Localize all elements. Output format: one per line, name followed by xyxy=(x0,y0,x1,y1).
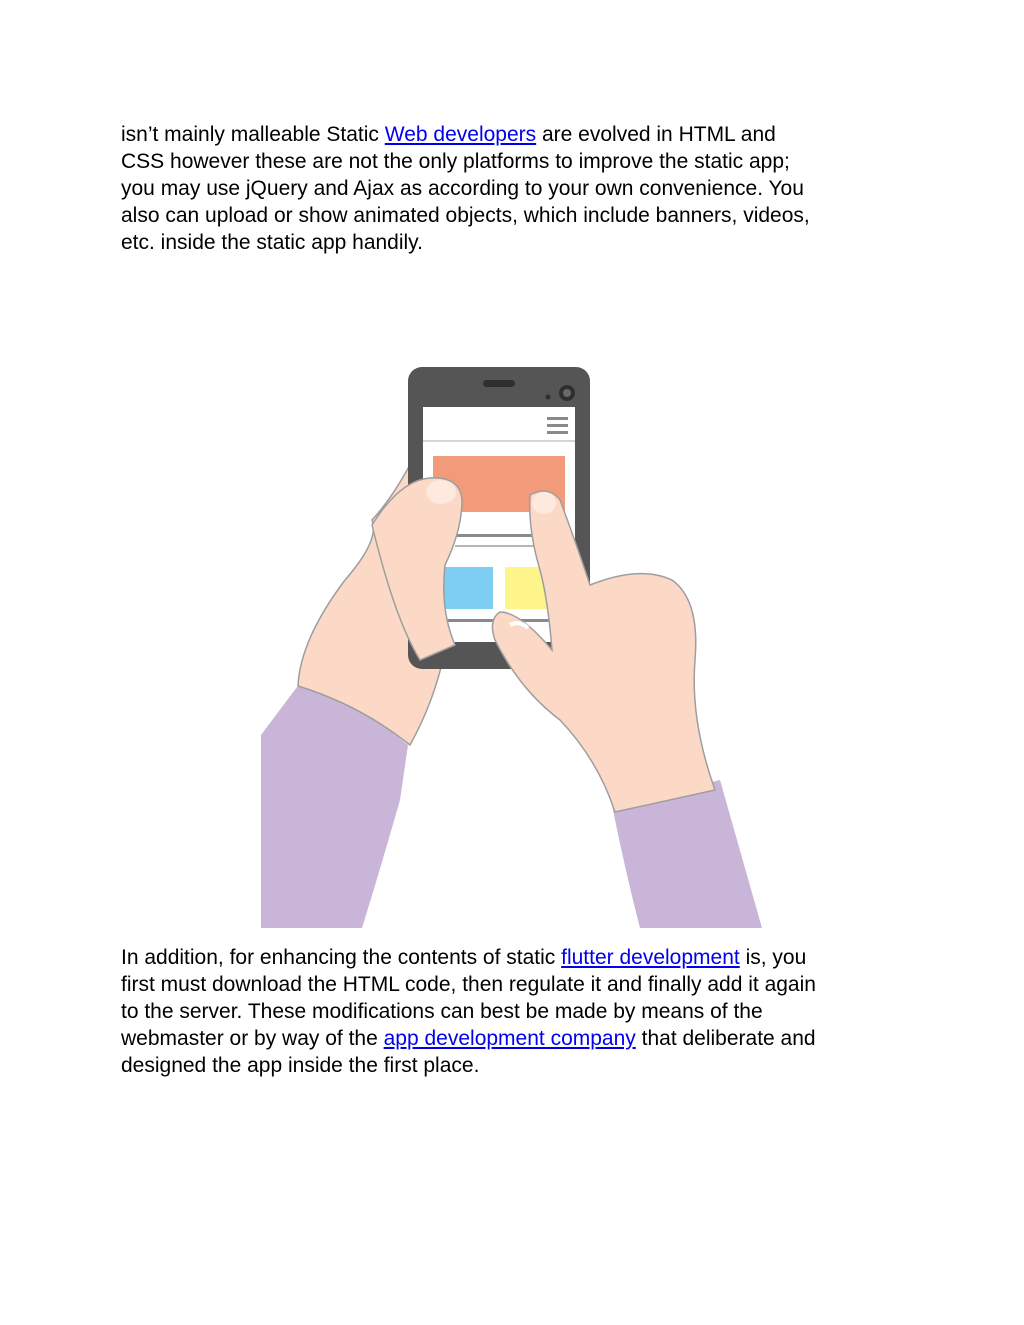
left-thumbnail xyxy=(426,480,456,504)
flutter-development-link[interactable]: flutter development xyxy=(561,946,740,969)
phone-speaker xyxy=(483,380,515,387)
text-line: CSS however these are not the only platforms to improve the static app; xyxy=(121,150,790,173)
text-line: etc. inside the static app handily. xyxy=(121,231,423,254)
menu-icon-bar xyxy=(547,431,568,434)
text-line: In addition, for enhancing the contents of static flutter development is, you xyxy=(121,946,807,969)
screen-header-divider xyxy=(423,440,575,442)
camera-lens xyxy=(563,389,571,397)
right-fingernail xyxy=(532,492,556,514)
hands-holding-phone-illustration xyxy=(261,362,765,928)
text-line: webmaster or by way of the app development company that deliberate and xyxy=(121,1027,816,1050)
web-developers-link[interactable]: Web developers xyxy=(384,123,537,146)
paragraph-intro xyxy=(121,121,911,256)
phone-sensor xyxy=(546,395,551,400)
text-line: you may use jQuery and Ajax as according to your own convenience. You xyxy=(121,177,804,200)
text-line: also can upload or show animated objects, which include banners, videos, xyxy=(121,204,810,227)
screen-text-line xyxy=(455,545,545,547)
text-line: designed the app inside the first place. xyxy=(121,1054,480,1077)
text-line: isn’t mainly malleable Static Web developers are evolved in HTML and xyxy=(121,123,776,146)
menu-icon-bar xyxy=(547,424,568,427)
screen-card-left xyxy=(438,567,493,609)
text-line: to the server. These modifications can best be made by means of the xyxy=(121,1000,763,1023)
paragraph-addition xyxy=(121,944,911,1079)
menu-icon-bar xyxy=(547,417,568,420)
app-development-company-link[interactable]: app development company xyxy=(383,1027,636,1050)
text-line: first must download the HTML code, then regulate it and finally add it again xyxy=(121,973,816,996)
